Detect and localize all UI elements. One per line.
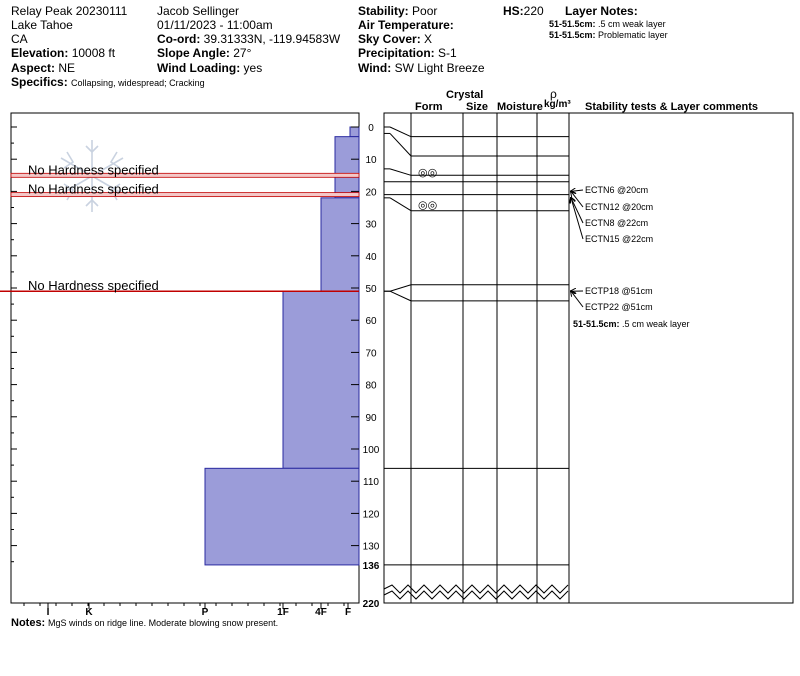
- col-crystal: Crystal: [446, 89, 484, 101]
- layer-connector: [390, 133, 411, 156]
- y-tick-label: 100: [362, 445, 380, 456]
- coord-row: Co-ord: 39.31333N, -119.94583W: [157, 32, 341, 46]
- col-form: Form: [415, 101, 443, 113]
- area-name: Lake Tahoe: [11, 18, 73, 32]
- grain-form-symbol: ◎◎: [418, 199, 438, 212]
- layer-note-1: 51-51.5cm: .5 cm weak layer: [549, 19, 666, 29]
- y-tick-label: 90: [365, 412, 377, 424]
- x-tick-label: P: [201, 607, 209, 618]
- stability-test-label: ECTP22 @51cm: [585, 302, 653, 312]
- col-rho: ρ: [550, 87, 557, 101]
- stability-test-label: ECTN6 @20cm: [585, 185, 649, 195]
- no-hardness-label: No Hardness specified: [28, 278, 159, 294]
- datetime: 01/11/2023 - 11:00am: [157, 18, 273, 32]
- y-tick-label: 40: [365, 251, 377, 263]
- x-tick-label: I: [46, 607, 50, 618]
- aspect-row: Aspect: NE: [11, 61, 76, 75]
- site-name: Relay Peak 20230111: [11, 4, 128, 18]
- y-tick-label: 0: [368, 123, 374, 134]
- hardness-bar-4: [205, 468, 359, 565]
- layer-connector: [390, 285, 411, 291]
- layer-connector: [390, 127, 411, 137]
- hardness-bar-3: [283, 291, 359, 468]
- precip-row: Precipitation: S-1: [358, 46, 457, 60]
- y-tick-label: 130: [362, 541, 380, 553]
- elevation-row: Elevation: 10008 ft: [11, 46, 116, 60]
- y-tick-label: 70: [365, 348, 377, 360]
- col-density: kg/m³: [544, 99, 571, 110]
- y-tick-label: 20: [365, 187, 377, 199]
- grain-form-symbol: ◎◎: [418, 167, 438, 180]
- notes-row: Notes: MgS winds on ridge line. Moderate blowing snow present.: [11, 617, 279, 629]
- hardness-bar-0: [350, 127, 359, 137]
- hs-row: HS:220: [503, 4, 544, 18]
- stability-test-arrow: [571, 291, 583, 307]
- specifics-row: Specifics: Collapsing, widespread; Cracking: [11, 75, 205, 89]
- y-tick-label: 60: [365, 316, 377, 328]
- layer-comment: 51-51.5cm: .5 cm weak layer: [573, 319, 690, 329]
- y-tick-label-end: 136: [362, 560, 380, 572]
- y-tick-label: 120: [362, 509, 380, 521]
- stability-test-arrow: [571, 190, 583, 191]
- stability-test-label: ECTN8 @22cm: [585, 218, 649, 228]
- y-tick-label-total: 220: [362, 599, 380, 610]
- x-tick-label: 4F: [315, 607, 327, 618]
- stability-test-label: ECTN15 @22cm: [585, 234, 654, 244]
- depth-break-zigzag: [384, 585, 568, 599]
- y-tick-label: 10: [365, 155, 377, 167]
- observer: Jacob Sellinger: [157, 4, 240, 18]
- layer-note-2: 51-51.5cm: Problematic layer: [549, 30, 668, 40]
- sky-cover-row: Sky Cover: X: [358, 32, 433, 46]
- hardness-bar-2: [321, 198, 359, 291]
- y-tick-label: 110: [363, 477, 379, 489]
- hardness-bar-1: [335, 137, 359, 198]
- col-moisture: Moisture: [497, 101, 543, 113]
- air-temp-row: Air Temperature:: [358, 18, 454, 32]
- col-size: Size: [466, 101, 489, 113]
- wind-row: Wind: SW Light Breeze: [358, 61, 485, 75]
- stability-test-label: ECTN12 @20cm: [585, 202, 654, 212]
- state-name: CA: [11, 32, 28, 46]
- col-stability: Stability tests & Layer comments: [585, 101, 759, 113]
- stability-row: Stability: Poor: [358, 4, 438, 18]
- layer-notes-title: Layer Notes:: [565, 4, 638, 18]
- x-tick-label: K: [85, 607, 93, 618]
- y-tick-label: 80: [365, 380, 377, 392]
- layer-connector: [390, 198, 411, 211]
- no-hardness-label: No Hardness specified: [28, 162, 159, 178]
- y-tick-label: 50: [365, 284, 377, 295]
- x-tick-label: 1F: [277, 607, 289, 618]
- y-tick-label: 30: [365, 219, 377, 231]
- stability-test-label: ECTP18 @51cm: [585, 286, 653, 296]
- layer-connector: [390, 169, 411, 175]
- slope-row: Slope Angle: 27°: [157, 46, 252, 60]
- x-tick-label: F: [344, 607, 352, 618]
- wind-loading-row: Wind Loading: yes: [157, 61, 263, 75]
- no-hardness-label: No Hardness specified: [28, 181, 159, 197]
- layer-connector: [390, 291, 411, 301]
